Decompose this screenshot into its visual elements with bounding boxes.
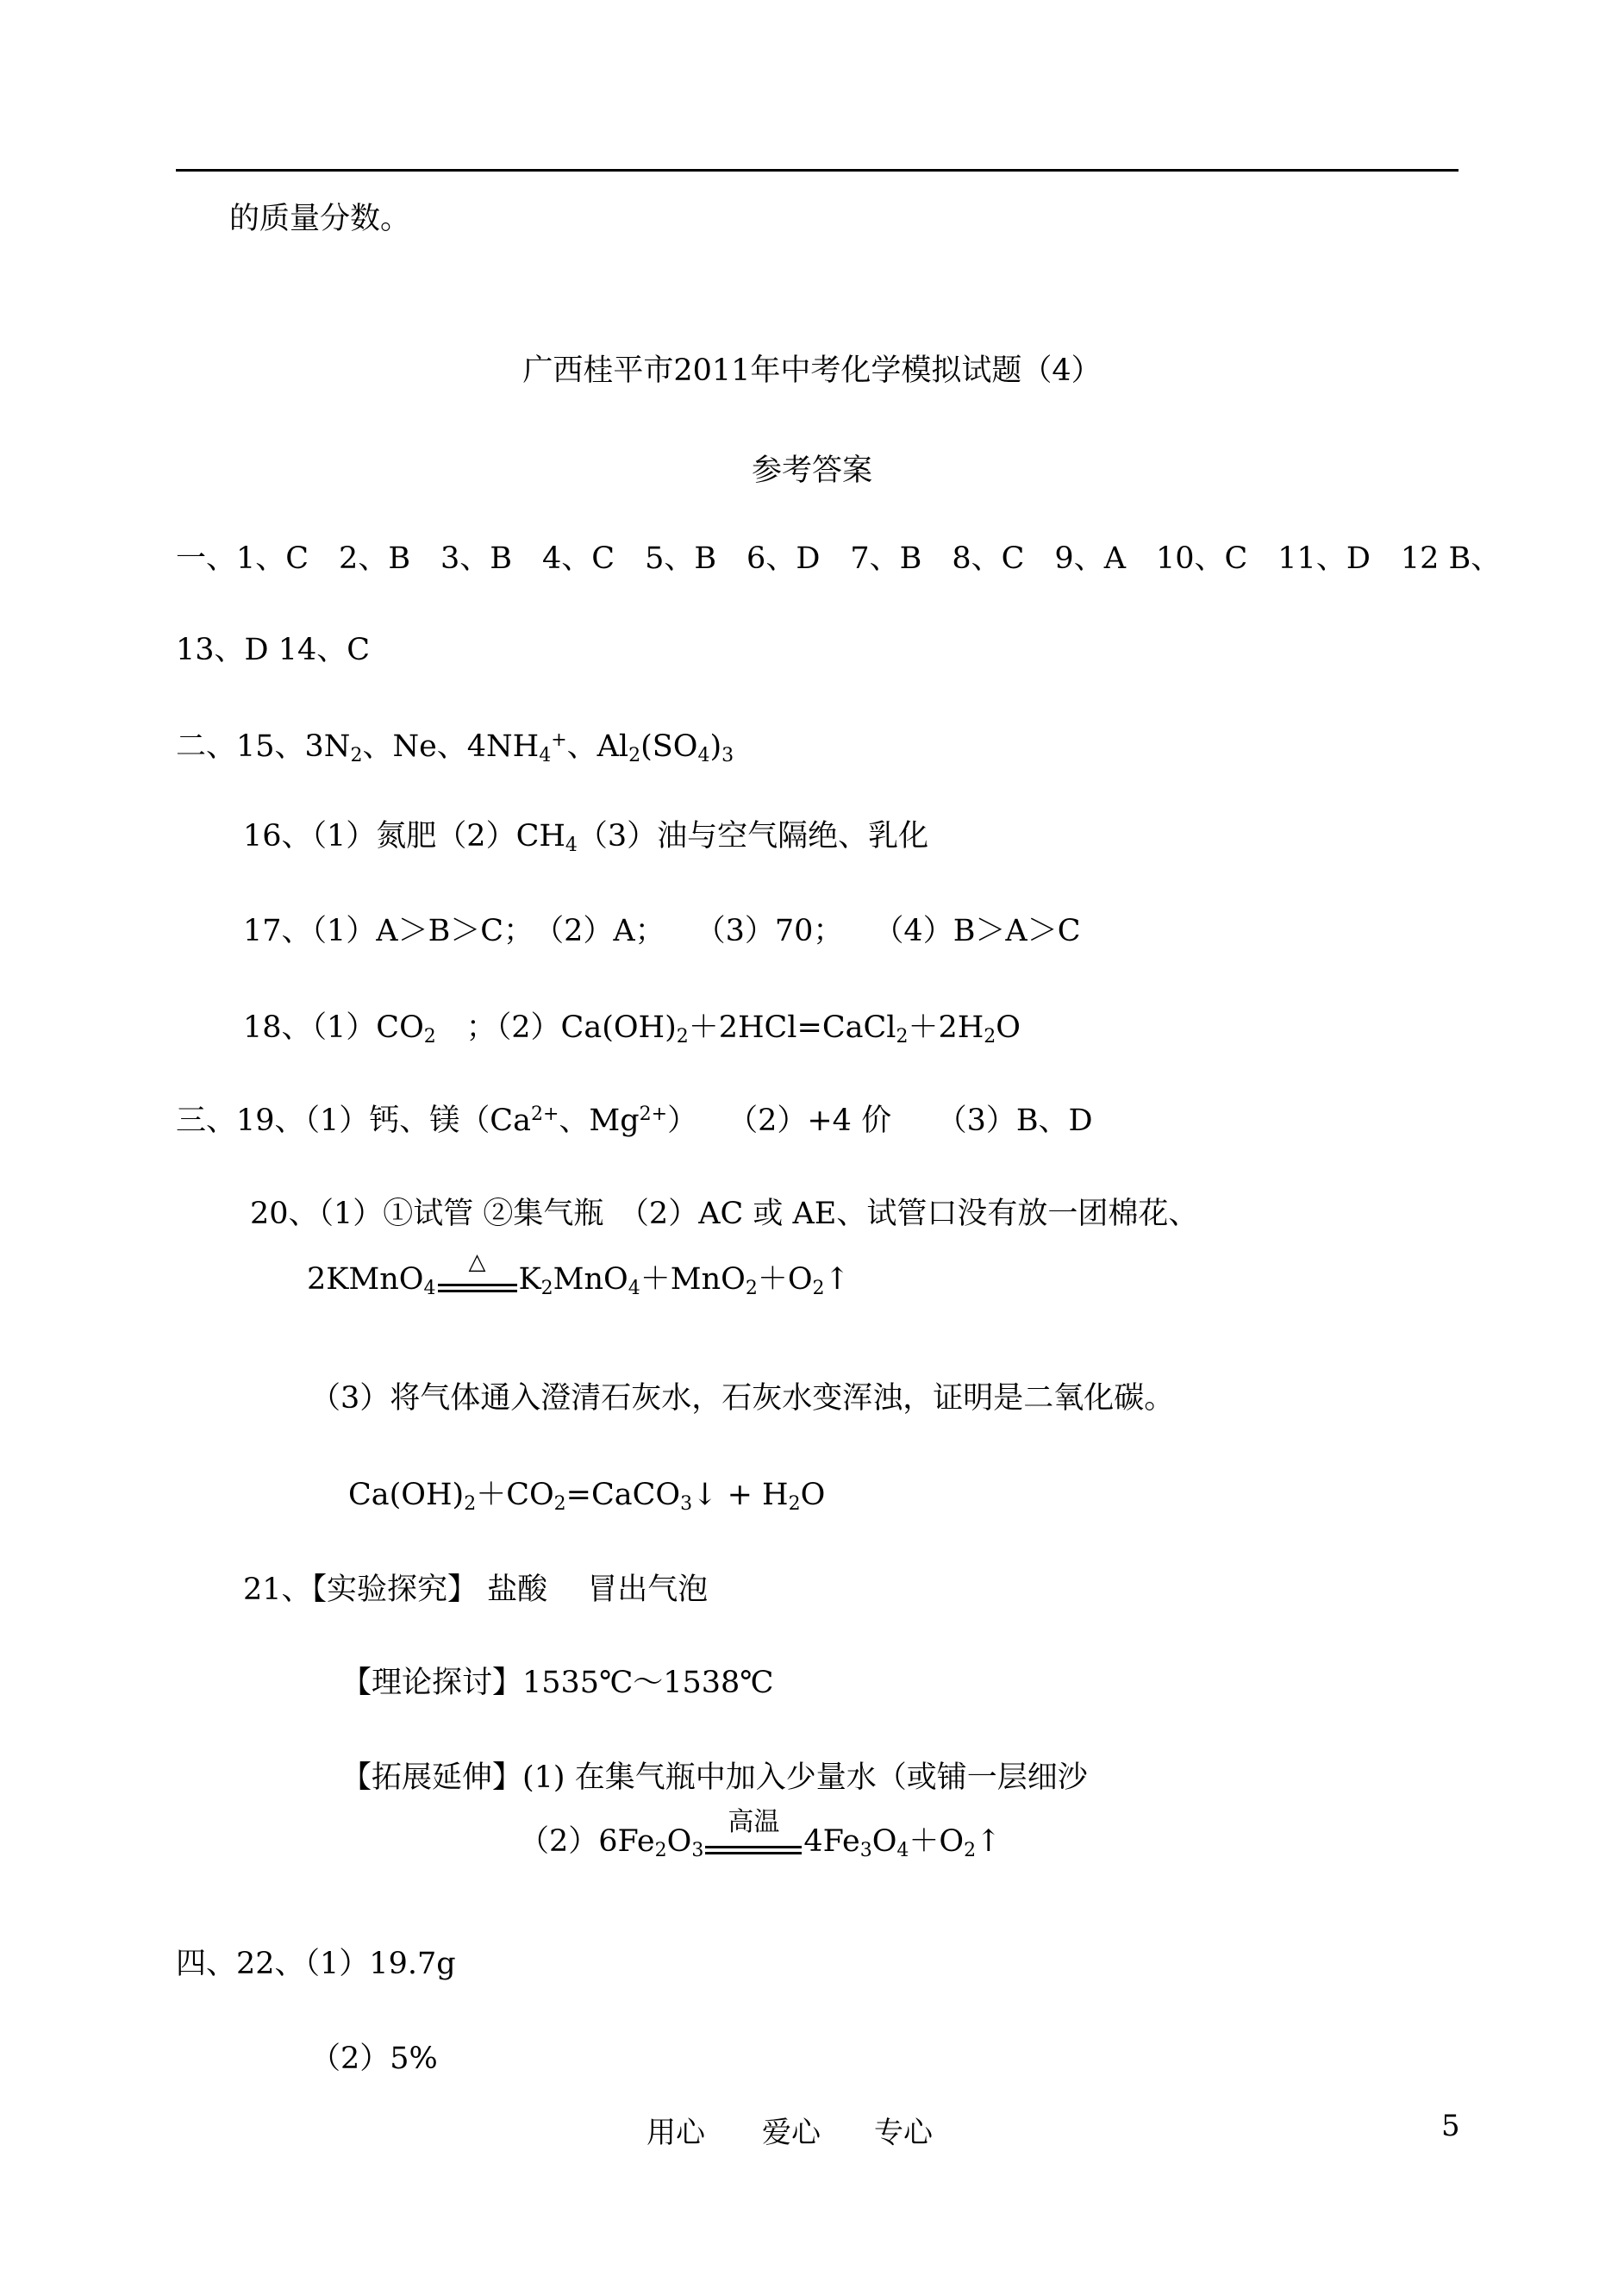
footer-text-1: 用心 bbox=[646, 2116, 705, 2150]
answer-q18: 18、$(1)CO_2$ ；$(2)Ca(OH)_2+2HCl=CaCl_2+2H_2O$ bbox=[243, 1010, 1021, 1047]
answer-q20-part-1: 20、（1）①试管 ②集气瓶 （2）AC 或 AE、试管口没有放一团棉花、 bbox=[250, 1197, 1199, 1231]
page-title: 广西桂平市2011年中考化学模拟试题（4） bbox=[522, 353, 1102, 388]
answer-q20-equation: 2KMnO$_4$ △ $K_2MnO_4+MnO_2+O_2↑$ bbox=[307, 1249, 850, 1299]
reaction-condition-high-temperature: 高温 bbox=[705, 1823, 802, 1860]
answer-q21-extension: 【拓展延伸】(1) 在集气瓶中加入少量水（或铺一层细沙 bbox=[341, 1760, 1088, 1795]
reaction-condition-heat: △ bbox=[438, 1260, 517, 1298]
answer-q21-theory: 【理论探讨】1535℃～1538℃ bbox=[341, 1666, 774, 1700]
header-continuation: 的质量分数。 bbox=[229, 202, 411, 236]
answer-q22-part-1: 四、22、（1）19.7g bbox=[176, 1947, 456, 1981]
footer-text-2: 爱心 bbox=[762, 2116, 821, 2150]
page-number: 5 bbox=[1441, 2109, 1460, 2143]
answers-section-1-line-1: 一、1、C 2、B 3、B 4、C 5、B 6、D 7、B 8、C 9、A 10、C 11、D 12 B、 bbox=[176, 541, 1502, 576]
answer-q17: 17、（1）A＞B＞C； （2）A； （3）70； （4）B＞A＞C bbox=[243, 914, 1081, 948]
answer-q15: 二、15、$3N_2$、Ne、$4NH_4^+$、$Al_2(SO_4)_3$ bbox=[176, 729, 734, 766]
answer-q19: 三、19、（1）钙、镁（$Ca^{2+}$、$Mg^{2+}$） （2）+4 价 （3）B、D bbox=[176, 1104, 1093, 1138]
answer-q16: 16、（1）氮肥$(2)CH_4(3)$油与空气隔绝、乳化 bbox=[243, 819, 929, 856]
footer-text-3: 专心 bbox=[874, 2116, 933, 2150]
answers-section-1-line-2: 13、D 14、C bbox=[176, 633, 371, 667]
header-rule bbox=[176, 169, 1458, 172]
answer-q20-equation-2: $Ca(OH)_2+CO_2=CaCO_3↓ + H_2O$ bbox=[348, 1478, 826, 1515]
answer-q21-equation: $(2)6Fe_2O_3$ 高温 $4Fe_3O_4+O_2↑$ bbox=[519, 1807, 1002, 1861]
answer-q21-experiment: 21、【实验探究】 盐酸 冒出气泡 bbox=[243, 1573, 709, 1607]
answer-q20-part-3: （3）将气体通入澄清石灰水，石灰水变浑浊，证明是二氧化碳。 bbox=[310, 1381, 1175, 1416]
answer-q22-part-2: （2）5% bbox=[310, 2042, 438, 2076]
page-subtitle: 参考答案 bbox=[751, 453, 872, 488]
